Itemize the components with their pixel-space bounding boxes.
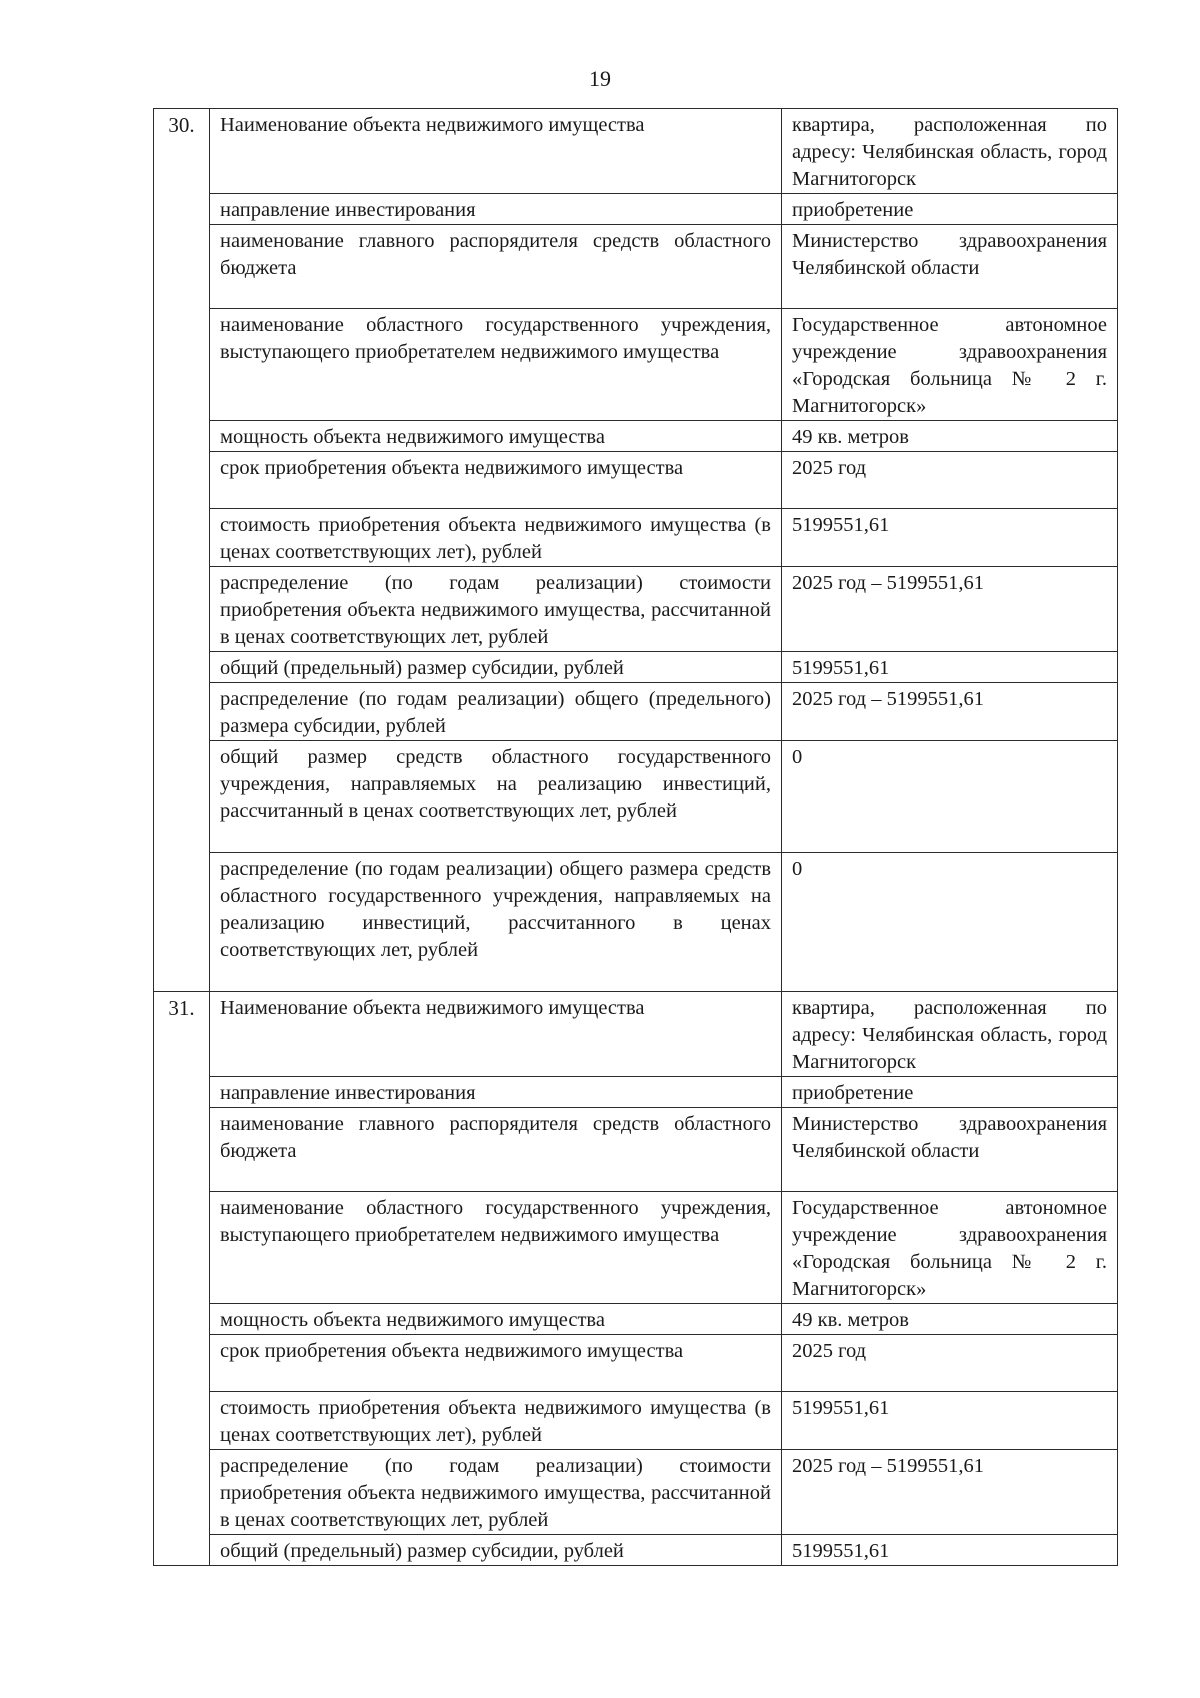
row-label: направление инвестирования	[210, 194, 782, 225]
page-number: 19	[589, 66, 611, 91]
row-label: общий (предельный) размер субсидии, рублей	[210, 652, 782, 683]
investment-objects-table	[153, 108, 1118, 1566]
table-row	[154, 992, 1118, 1077]
table-row	[154, 1335, 1118, 1392]
row-label: наименование областного государственного учреждения, выступающего приобретателем недвижимого имущества	[210, 309, 782, 421]
row-label: наименование главного распорядителя средств областного бюджета	[210, 225, 782, 309]
row-label: общий размер средств областного государственного учреждения, направляемых на реализацию инвестиций, рассчитанный в ценах соответствующих лет, рублей	[210, 741, 782, 853]
row-label: направление инвестирования	[210, 1077, 782, 1108]
row-value: квартира, расположенная по адресу: Челябинская область, город Магнитогорск	[782, 109, 1118, 194]
row-label: наименование главного распорядителя средств областного бюджета	[210, 1108, 782, 1192]
row-value: Министерство здравоохранения Челябинской области	[782, 1108, 1118, 1192]
row-label: мощность объекта недвижимого имущества	[210, 421, 782, 452]
row-value: Министерство здравоохранения Челябинской области	[782, 225, 1118, 309]
table-row	[154, 1077, 1118, 1108]
row-value: 49 кв. метров	[782, 421, 1118, 452]
row-value: 5199551,61	[782, 509, 1118, 567]
table-row	[154, 853, 1118, 992]
row-label: распределение (по годам реализации) общего размера средств областного государственного учреждения, направляемых на реализацию инвестиций, рассчитанного в ценах соответствующих лет, рублей	[210, 853, 782, 992]
table-row	[154, 509, 1118, 567]
row-label: распределение (по годам реализации) общего (предельного) размера субсидии, рублей	[210, 683, 782, 741]
table-row	[154, 452, 1118, 509]
row-label: срок приобретения объекта недвижимого имущества	[210, 452, 782, 509]
row-value: Государственное автономное учреждение здравоохранения «Городская больница № 2 г. Магнитогорск»	[782, 1192, 1118, 1304]
row-value: приобретение	[782, 194, 1118, 225]
row-label: стоимость приобретения объекта недвижимого имущества (в ценах соответствующих лет), рублей	[210, 1392, 782, 1450]
table-row	[154, 1450, 1118, 1535]
row-label: мощность объекта недвижимого имущества	[210, 1304, 782, 1335]
row-value: 5199551,61	[782, 1535, 1118, 1566]
row-value: 2025 год – 5199551,61	[782, 683, 1118, 741]
table-row	[154, 1108, 1118, 1192]
section-number: 30.	[154, 109, 210, 992]
row-value: 2025 год	[782, 452, 1118, 509]
row-label: Наименование объекта недвижимого имущества	[210, 109, 782, 194]
row-value: квартира, расположенная по адресу: Челябинская область, город Магнитогорск	[782, 992, 1118, 1077]
row-value: 0	[782, 741, 1118, 853]
row-label: наименование областного государственного учреждения, выступающего приобретателем недвижимого имущества	[210, 1192, 782, 1304]
table-row	[154, 109, 1118, 194]
table-row	[154, 194, 1118, 225]
table-row	[154, 1535, 1118, 1566]
row-label: распределение (по годам реализации) стоимости приобретения объекта недвижимого имущества, рассчитанной в ценах соответствующих лет, рублей	[210, 1450, 782, 1535]
row-value: 5199551,61	[782, 652, 1118, 683]
table-row	[154, 225, 1118, 309]
row-label: срок приобретения объекта недвижимого имущества	[210, 1335, 782, 1392]
table-row	[154, 1392, 1118, 1450]
row-value: приобретение	[782, 1077, 1118, 1108]
table-row	[154, 567, 1118, 652]
row-value: 49 кв. метров	[782, 1304, 1118, 1335]
row-label: распределение (по годам реализации) стоимости приобретения объекта недвижимого имущества, рассчитанной в ценах соответствующих лет, рублей	[210, 567, 782, 652]
row-value: 2025 год – 5199551,61	[782, 567, 1118, 652]
row-value: 2025 год – 5199551,61	[782, 1450, 1118, 1535]
table-row	[154, 1192, 1118, 1304]
table-row	[154, 421, 1118, 452]
table-row	[154, 1304, 1118, 1335]
row-value: 2025 год	[782, 1335, 1118, 1392]
section-number: 31.	[154, 992, 210, 1566]
table-row	[154, 652, 1118, 683]
table-row	[154, 309, 1118, 421]
row-value: 5199551,61	[782, 1392, 1118, 1450]
row-label: общий (предельный) размер субсидии, рублей	[210, 1535, 782, 1566]
row-label: стоимость приобретения объекта недвижимого имущества (в ценах соответствующих лет), рублей	[210, 509, 782, 567]
table-row	[154, 683, 1118, 741]
row-value: 0	[782, 853, 1118, 992]
row-label: Наименование объекта недвижимого имущества	[210, 992, 782, 1077]
row-value: Государственное автономное учреждение здравоохранения «Городская больница № 2 г. Магнитогорск»	[782, 309, 1118, 421]
table-row	[154, 741, 1118, 853]
